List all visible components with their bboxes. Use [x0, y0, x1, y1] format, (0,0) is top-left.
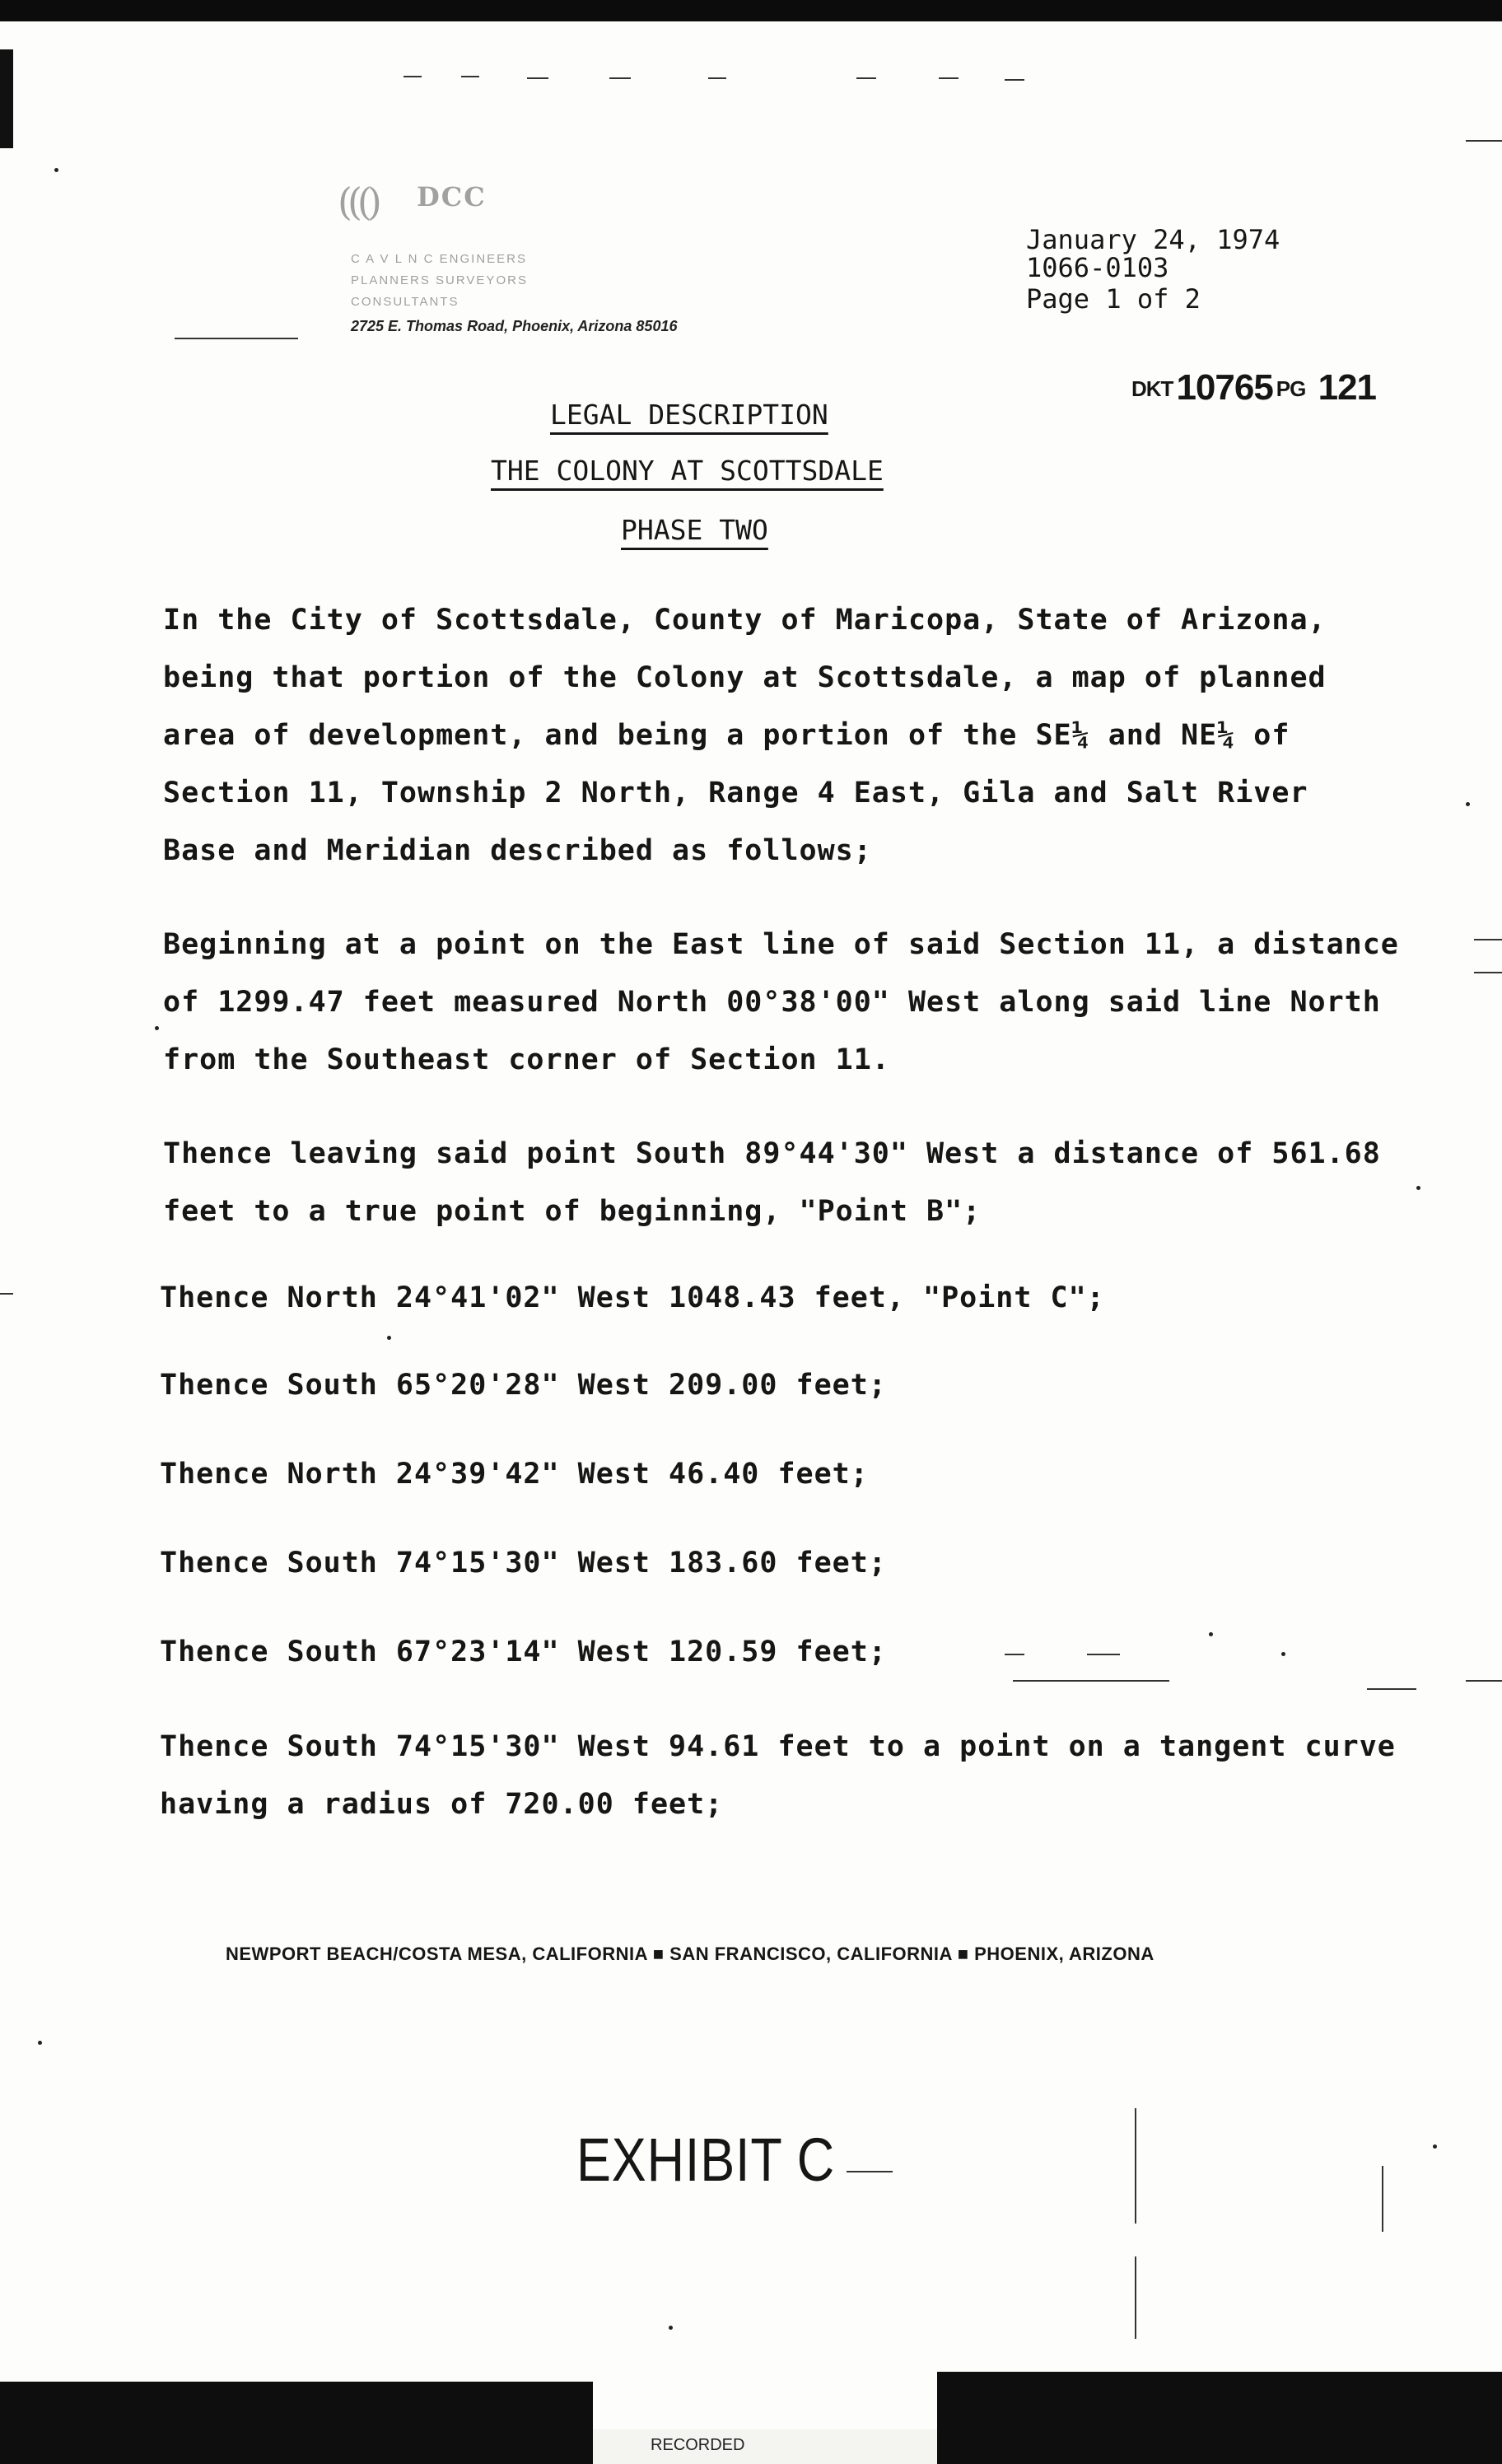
scan-speck — [54, 168, 58, 172]
docket-number: 10765 — [1176, 367, 1273, 408]
title-legal-description: LEGAL DESCRIPTION — [550, 399, 828, 431]
document-date: January 24, 1974 — [1026, 224, 1280, 255]
scan-speck — [609, 77, 631, 79]
scan-speck — [1466, 802, 1470, 806]
scan-speck — [1005, 79, 1024, 81]
company-logo: ((() — [338, 180, 377, 224]
docket-prefix: DKT — [1131, 376, 1173, 401]
scan-speck — [1135, 2108, 1136, 2224]
scan-speck — [1474, 972, 1502, 973]
scan-speck — [527, 77, 548, 79]
scan-speck — [1474, 939, 1502, 940]
scan-border-top — [0, 0, 1502, 21]
scan-border-left — [0, 49, 13, 148]
scan-speck — [939, 77, 959, 79]
thence-line: Thence South 74°15'30" West 183.60 feet; — [160, 1547, 887, 1580]
exhibit-label: EXHIBIT C — [576, 2126, 836, 2194]
scan-speck — [1005, 1654, 1024, 1655]
scan-speck — [0, 1293, 13, 1295]
scan-speck — [38, 2041, 42, 2045]
last-paragraph: Thence South 74°15'30" West 94.61 feet to a point on a tangent curve having a radius of 720.00 feet; — [160, 1730, 1396, 1821]
page-number: Page 1 of 2 — [1026, 283, 1201, 315]
scan-speck — [1382, 2166, 1383, 2232]
scan-border-bottom-gap — [593, 2429, 937, 2464]
title-colony: THE COLONY AT SCOTTSDALE — [491, 455, 884, 487]
letterhead-line: C A V L N C ENGINEERS — [351, 252, 527, 266]
company-address: 2725 E. Thomas Road, Phoenix, Arizona 85016 — [351, 318, 678, 334]
bottom-stamp: RECORDED — [651, 2436, 745, 2454]
thence-line: Thence South 67°23'14" West 120.59 feet; — [160, 1636, 887, 1668]
office-locations-footer: NEWPORT BEACH/COSTA MESA, CALIFORNIA ■ SAN FRANCISCO, CALIFORNIA ■ PHOENIX, ARIZONA — [226, 1944, 1154, 1964]
thence-paragraph-1: Thence leaving said point South 89°44'30" West a distance of 561.68 feet to a true point of beginning, "Point B"; — [163, 1137, 1381, 1228]
page-prefix: PG — [1276, 376, 1306, 401]
beginning-paragraph: Beginning at a point on the East line of said Section 11, a distance of 1299.47 feet measured North 00°38'00" West along said line North from the Southeast corner of Section 11. — [163, 928, 1399, 1076]
scan-speck — [1466, 1680, 1502, 1682]
scan-speck — [856, 77, 876, 79]
company-name: DCC — [417, 181, 487, 212]
scan-speck — [155, 1026, 159, 1030]
letterhead-line: CONSULTANTS — [351, 295, 459, 309]
scan-speck — [387, 1336, 391, 1340]
company-letterhead — [338, 173, 799, 346]
title-phase: PHASE TWO — [621, 514, 768, 546]
scan-speck — [708, 77, 726, 79]
scan-border-bottom-right — [937, 2372, 1502, 2464]
scan-speck — [1367, 1688, 1416, 1690]
scan-speck — [1013, 1680, 1169, 1682]
scan-speck — [403, 76, 422, 77]
scan-speck — [1466, 140, 1502, 142]
scan-speck — [1087, 1654, 1120, 1655]
job-number: 1066-0103 — [1026, 252, 1169, 283]
scan-speck — [175, 338, 298, 339]
scan-speck — [1209, 1632, 1213, 1636]
scan-border-bottom-left — [0, 2382, 593, 2464]
scan-speck — [1433, 2144, 1437, 2149]
thence-line: Thence South 65°20'28" West 209.00 feet; — [160, 1369, 887, 1402]
scan-speck — [1281, 1652, 1285, 1656]
scan-speck — [461, 76, 479, 77]
docket-page: 121 — [1318, 367, 1377, 408]
thence-line: Thence North 24°39'42" West 46.40 feet; — [160, 1458, 869, 1491]
letterhead-line: PLANNERS SURVEYORS — [351, 273, 528, 287]
scan-speck — [669, 2326, 673, 2330]
intro-paragraph: In the City of Scottsdale, County of Maricopa, State of Arizona, being that portion of the Colony at Scottsdale, a map of planned area of development, and being a portion of the SE¼ and NE¼ of Section 11, Township 2 North, Range 4 East, Gila and Salt River Base and Meridian described as follows; — [163, 604, 1327, 867]
scan-speck — [847, 2171, 893, 2172]
thence-line: Thence North 24°41'02" West 1048.43 feet, "Point C"; — [160, 1281, 1105, 1314]
scan-speck — [1135, 2256, 1136, 2339]
docket-stamp — [1131, 367, 1376, 408]
